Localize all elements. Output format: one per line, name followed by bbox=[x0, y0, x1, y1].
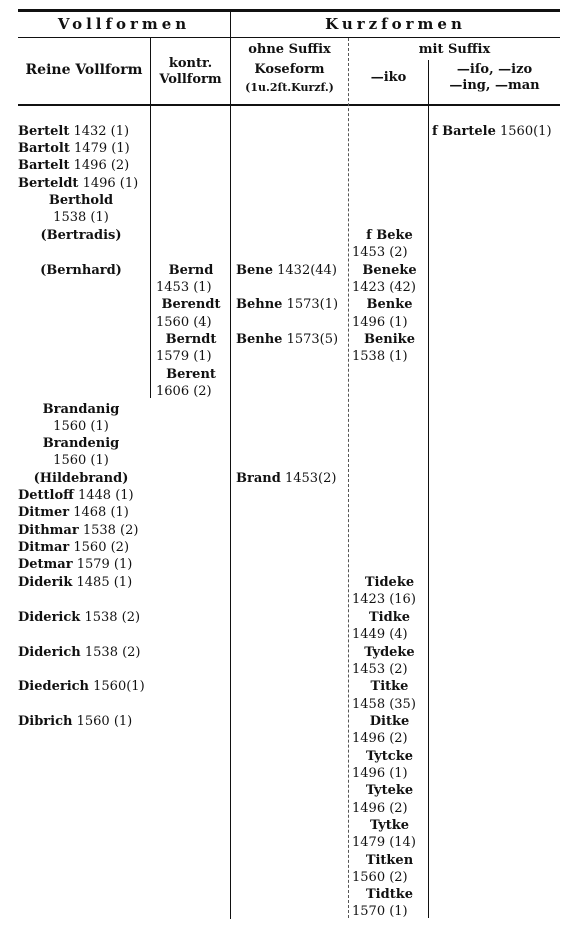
table-row: 1453 (2) bbox=[352, 245, 408, 260]
table-row: Diderich 1538 (2) bbox=[18, 645, 141, 660]
table-row: Tidke bbox=[369, 610, 410, 625]
table-row: Berteldt 1496 (1) bbox=[18, 176, 139, 191]
table-row: Bene 1432(44) bbox=[236, 263, 337, 278]
table-row: Tytke bbox=[369, 818, 410, 833]
header-iko: —iko bbox=[370, 70, 407, 85]
table-row: 1496 (2) bbox=[352, 801, 408, 816]
header-ilo-line1: —iſo, —izo bbox=[456, 62, 533, 77]
table-row: 1570 (1) bbox=[352, 904, 408, 919]
table-row: Berthold bbox=[48, 193, 114, 208]
table-row: Ditmar 1560 (2) bbox=[18, 540, 130, 555]
table-row: 1538 (1) bbox=[352, 349, 408, 364]
table-row: Behne 1573(1) bbox=[236, 297, 339, 312]
column-divider-kontr bbox=[150, 38, 151, 398]
header-vollformen: Vollformen bbox=[57, 15, 191, 33]
header-kurzformen: Kurzformen bbox=[325, 15, 466, 33]
table-row: 1496 (1) bbox=[352, 766, 408, 781]
header-reine-vollform: Reine Vollform bbox=[25, 62, 143, 78]
table-row: 1538 (1) bbox=[53, 210, 109, 225]
table-row: 1560 (2) bbox=[352, 870, 408, 885]
header-mit-suffix: mit Suffix bbox=[418, 42, 491, 57]
table-row: Tytcke bbox=[366, 749, 413, 764]
header-bottom-rule bbox=[18, 104, 560, 106]
column-divider-main bbox=[230, 11, 231, 919]
header-kontr-line1: kontr. bbox=[168, 56, 213, 71]
header-koseform-note: (1u.2ſt.Kurzf.) bbox=[245, 81, 334, 94]
table-row: Benhe 1573(5) bbox=[236, 332, 339, 347]
subheader-rule-right bbox=[231, 37, 560, 38]
table-row: Berendt bbox=[161, 297, 221, 312]
table-row: Diderik 1485 (1) bbox=[18, 575, 133, 590]
table-row: f Beke bbox=[366, 228, 413, 243]
table-row: 1479 (14) bbox=[352, 835, 416, 850]
table-row: 1560 (4) bbox=[156, 315, 212, 330]
header-ilo-line2: —ing, —man bbox=[449, 78, 540, 93]
table-row: 1606 (2) bbox=[156, 384, 212, 399]
table-row: 1496 (2) bbox=[352, 731, 408, 746]
header-koseform: Koseform bbox=[254, 62, 325, 77]
table-row: Dettloff 1448 (1) bbox=[18, 488, 134, 503]
table-row: 1458 (35) bbox=[352, 697, 416, 712]
top-rule bbox=[18, 9, 560, 12]
table-row: Brandenig bbox=[42, 436, 120, 451]
table-row: Brandanig bbox=[42, 402, 120, 417]
table-row: 1449 (4) bbox=[352, 627, 408, 642]
table-row: (Bernhard) bbox=[40, 263, 122, 278]
table-row: Dithmar 1538 (2) bbox=[18, 523, 139, 538]
table-row: Ditke bbox=[369, 714, 410, 729]
table-row: Titken bbox=[365, 853, 414, 868]
table-row: 1453 (1) bbox=[156, 280, 212, 295]
table-row: Tydeke bbox=[364, 645, 415, 660]
header-kontr-line2: Vollform bbox=[159, 72, 222, 87]
table-row: f Bartele 1560(1) bbox=[432, 124, 552, 139]
subheader-rule bbox=[18, 37, 230, 38]
table-row: 1579 (1) bbox=[156, 349, 212, 364]
table-row: Diderick 1538 (2) bbox=[18, 610, 141, 625]
table-row: 1423 (16) bbox=[352, 592, 416, 607]
column-divider-mit-suffix bbox=[428, 60, 429, 918]
table-row: Ditmer 1468 (1) bbox=[18, 505, 129, 520]
table-row: (Bertradis) bbox=[40, 228, 122, 243]
table-row: 1453 (2) bbox=[352, 662, 408, 677]
table-row: (Hildebrand) bbox=[33, 471, 129, 486]
table-row: 1423 (42) bbox=[352, 280, 416, 295]
table-row: Bertelt 1432 (1) bbox=[18, 124, 130, 139]
table-row: Benike bbox=[364, 332, 415, 347]
table-row: Diederich 1560(1) bbox=[18, 679, 145, 694]
header-ohne-suffix: ohne Suffix bbox=[248, 42, 331, 57]
table-row: Benke bbox=[366, 297, 413, 312]
table-row: 1560 (1) bbox=[53, 419, 109, 434]
table-row: Detmar 1579 (1) bbox=[18, 557, 133, 572]
table-row: Dibrich 1560 (1) bbox=[18, 714, 133, 729]
table-row: Bernd bbox=[168, 263, 214, 278]
table-row: Tyteke bbox=[365, 783, 414, 798]
table-row: Tideke bbox=[364, 575, 415, 590]
table-row: Tidtke bbox=[366, 887, 413, 902]
table-row: Bartolt 1479 (1) bbox=[18, 141, 130, 156]
table-row: Titke bbox=[370, 679, 409, 694]
table-row: 1496 (1) bbox=[352, 315, 408, 330]
table-row: Beneke bbox=[362, 263, 417, 278]
column-divider-ohne-suffix bbox=[348, 38, 349, 918]
table-row: Berndt bbox=[165, 332, 217, 347]
table-row: 1560 (1) bbox=[53, 453, 109, 468]
table-row: Berent bbox=[166, 367, 216, 382]
table-row: Brand 1453(2) bbox=[236, 471, 337, 486]
table-row: Bartelt 1496 (2) bbox=[18, 158, 130, 173]
